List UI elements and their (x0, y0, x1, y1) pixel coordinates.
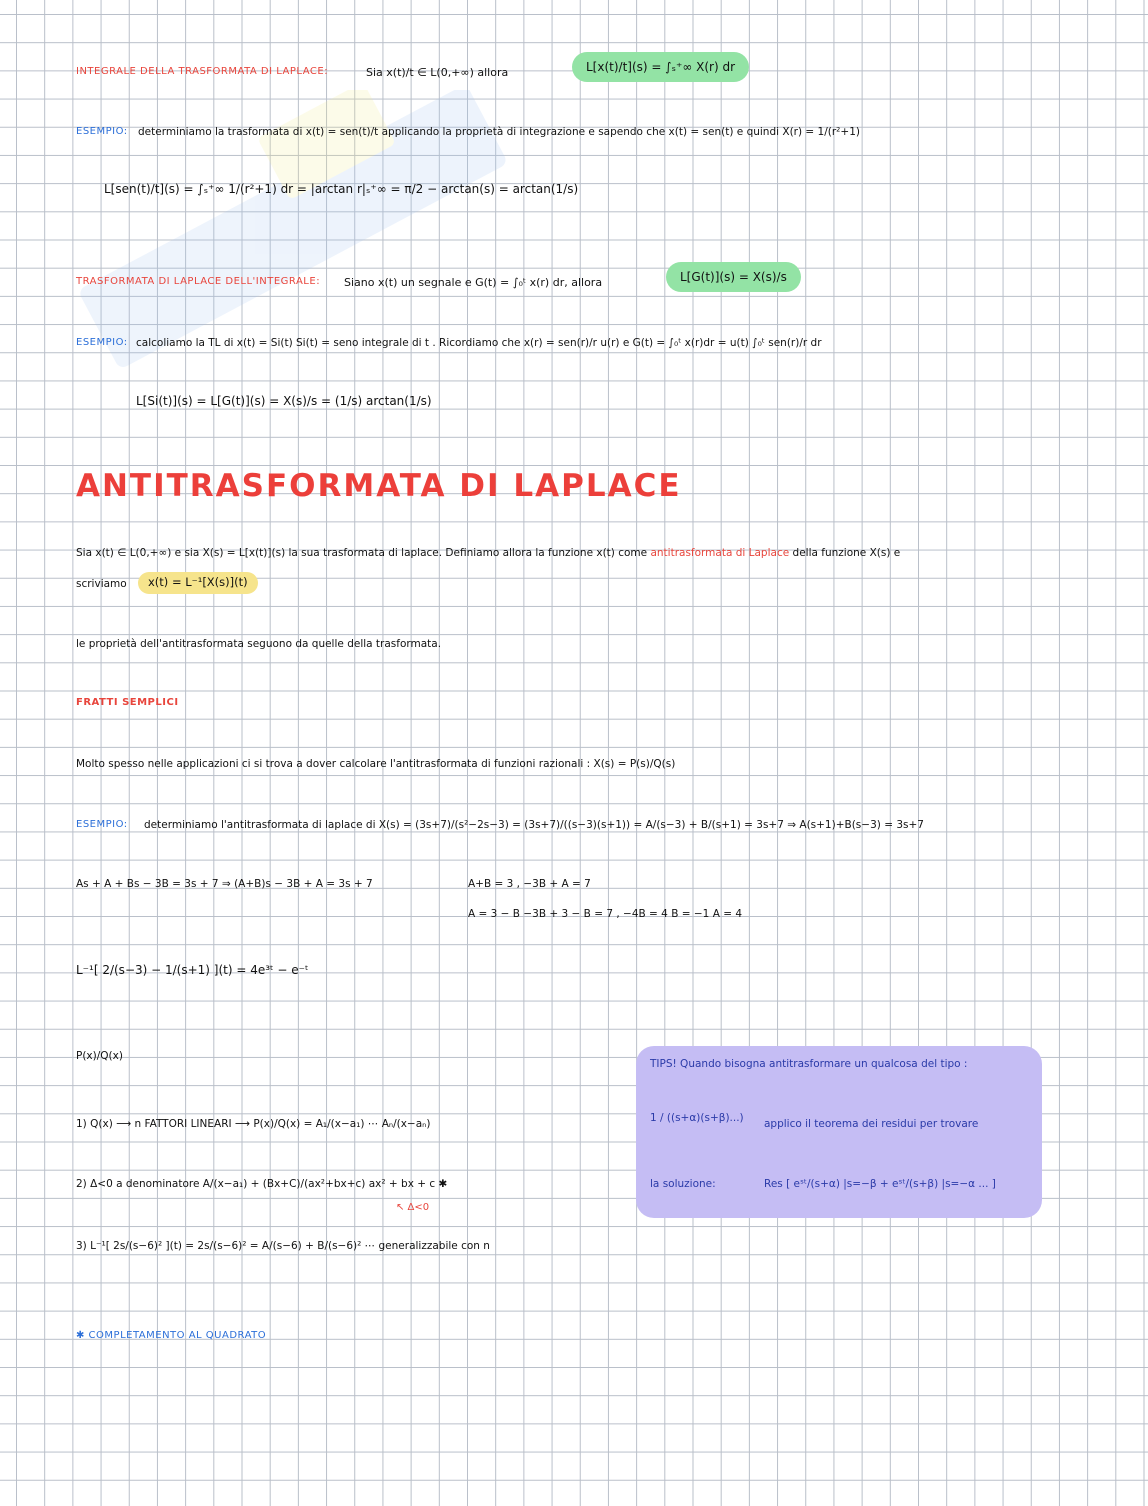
section-integrale-trasformata-label: TRASFORMATA DI LAPLACE DELL'INTEGRALE: (76, 276, 321, 287)
example3-line1: determiniamo l'antitrasformata di laplace di X(s) = (3s+7)/(s²−2s−3) = (3s+7)/((s−3)(s+1)) = A/(s−3) + B/(s+1) = 3s+7 ⇒ A(s+1)+B(s−3) = 3s+7 (144, 819, 924, 831)
tips-line2: applico il teorema dei residui per trovare (764, 1118, 979, 1130)
example3-line3: A = 3 − B −3B + 3 − B = 7 , −4B = 4 B = −1 A = 4 (468, 908, 743, 920)
tips-line3-formula: Res [ eˢᵗ/(s+α) |s=−β + eˢᵗ/(s+β) |s=−α ... ] (764, 1178, 996, 1190)
definition-link: antitrasformata di Laplace (650, 547, 790, 559)
case2: 2) Δ<0 a denominatore A/(x−a₁) + (Bx+C)/(ax²+bx+c) ax² + bx + c ✱ (76, 1178, 448, 1190)
example1-label: ESEMPIO: (76, 126, 128, 137)
tips-fraction: 1 / ((s+α)(s+β)...) (650, 1112, 744, 1124)
section2-formula: L[G(t)](s) = X(s)/s (666, 262, 801, 292)
section2-statement: Siano x(t) un segnale e G(t) = ∫₀ᵗ x(r) dr, allora (344, 276, 603, 289)
footnote-completamento: ✱ COMPLETAMENTO AL QUADRATO (76, 1330, 267, 1341)
cases-header: P(x)/Q(x) (76, 1050, 123, 1062)
example1-text: determiniamo la trasformata di x(t) = sen(t)/t applicando la proprietà di integrazione e sapendo che x(t) = sen(t) e quindi X(r) = 1/(r²+1) (138, 126, 860, 138)
fratti-semplici-label: FRATTI SEMPLICI (76, 697, 179, 708)
example3-line2a: As + A + Bs − 3B = 3s + 7 ⇒ (A+B)s − 3B + A = 3s + 7 (76, 878, 373, 890)
definition-formula: x(t) = L⁻¹[X(s)](t) (138, 572, 258, 594)
example1-calc: L[sen(t)/t](s) = ∫ₛ⁺∞ 1/(r²+1) dr = |arctan r|ₛ⁺∞ = π/2 − arctan(s) = arctan(1/s) (104, 182, 579, 196)
definition-line1-pre: Sia x(t) ∈ L(0,+∞) e sia X(s) = L[x(t)](s) la sua trasformata di laplace. Definiamo allora la funzione x(t) come (76, 547, 648, 559)
section-integrale-formula: L[x(t)/t](s) = ∫ₛ⁺∞ X(r) dr (572, 52, 749, 82)
definition-line2-pre: scriviamo (76, 578, 127, 590)
case1: 1) Q(x) ⟶ n FATTORI LINEARI ⟶ P(x)/Q(x) = A₁/(x−a₁) ⋯ Aₙ/(x−aₙ) (76, 1118, 431, 1130)
example2-calc: L[Si(t)](s) = L[G(t)](s) = X(s)/s = (1/s) arctan(1/s) (136, 394, 432, 408)
section-integrale-statement: Sia x(t)/t ∈ L(0,+∞) allora (366, 66, 509, 79)
tips-line1: TIPS! Quando bisogna antitrasformare un qualcosa del tipo : (650, 1058, 968, 1070)
example2-text: calcoliamo la TL di x(t) = Si(t) Si(t) = seno integrale di t . Ricordiamo che x(r) = sen(r)/r u(r) e G(t) = ∫₀ᵗ x(r)dr = u(t) ∫₀ᵗ sen(r)/r dr (136, 337, 822, 349)
fratti-intro: Molto spesso nelle applicazioni ci si trova a dover calcolare l'antitrasformata di funzioni razionali : X(s) = P(s)/Q(s) (76, 758, 676, 770)
example3-label: ESEMPIO: (76, 819, 128, 830)
properties-note: le proprietà dell'antitrasformata seguono da quelle della trasformata. (76, 638, 442, 650)
definition-line1-post: della funzione X(s) e (792, 547, 901, 559)
page-title: ANTITRASFORMATA DI LAPLACE (76, 468, 682, 504)
example2-label: ESEMPIO: (76, 337, 128, 348)
tips-box (636, 1046, 1042, 1218)
section-integrale-label: INTEGRALE DELLA TRASFORMATA DI LAPLACE: (76, 66, 329, 77)
tips-line3-label: la soluzione: (650, 1178, 716, 1190)
definition-line1 (76, 547, 900, 560)
example3-line2b: A+B = 3 , −3B + A = 7 (468, 878, 591, 890)
case3: 3) L⁻¹[ 2s/(s−6)² ](t) = 2s/(s−6)² = A/(s−6) + B/(s−6)² ⋯ generalizzabile con n (76, 1240, 490, 1252)
example3-result: L⁻¹[ 2/(s−3) − 1/(s+1) ](t) = 4e³ᵗ − e⁻ᵗ (76, 963, 309, 977)
case2-delta-note: ↖ Δ<0 (396, 1202, 430, 1213)
